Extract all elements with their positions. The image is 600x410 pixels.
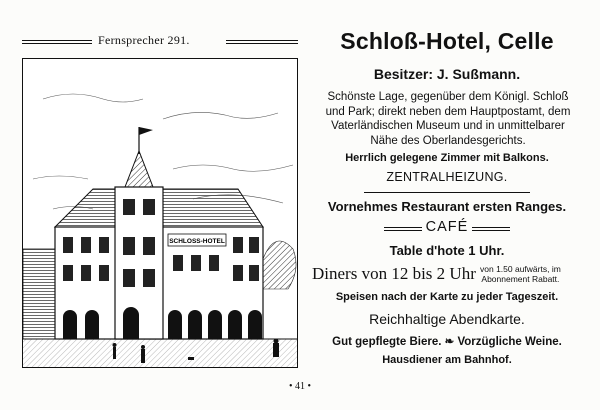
a-la-carte-line: Speisen nach der Karte zu jeder Tageszeit. [335,291,559,303]
restaurant-line: Vornehmes Restaurant ersten Ranges. [327,199,567,214]
porter-line: Hausdiener am Bahnhof. [382,354,512,366]
heating-line: ZENTRALHEIZUNG. [386,170,508,184]
page-number: • 41 • [288,381,311,392]
divider [364,192,530,193]
description-line: Schönste Lage, gegenüber dem Königl. Schloß [327,91,569,103]
header-rule-left [22,40,92,44]
description-line: und Park; direkt neben dem Hauptpostamt, dem [325,105,571,118]
hotel-illustration [22,58,298,368]
street [23,339,298,368]
drinks-line: Gut gepflegte Biere. ❧ Vorzügliche Weine. [332,336,562,348]
description-line: Nähe des Oberlandesgerichts. [370,134,526,147]
dinner-line: Reichhaltige Abendkarte. [369,311,525,327]
hotel-sign-text: SCHLOSS-HOTEL [169,238,225,245]
tower-roof [125,151,153,187]
hotel-engraving [23,59,298,368]
hotel-title: Schloß-Hotel, Celle [340,28,554,54]
table-dhote-line: Table d'hote 1 Uhr. [389,243,505,258]
description-line: Vaterländischen Museum und in unmittelbarer [331,120,565,132]
header-rule-right [226,40,298,44]
diners-note-line: von 1.50 aufwärts, im [480,264,561,274]
cafe-rule-right [472,227,510,231]
neighbour-building [23,249,55,339]
location-description [310,90,586,148]
phone-number: Fernsprecher 291. [98,33,190,47]
cafe-heading: CAFÉ [425,219,469,235]
owner-line: Besitzer: J. Sußmann. [373,66,521,82]
flag [139,127,153,135]
diners-note [480,264,561,284]
diners-note-line: Abonnement Rabatt. [481,274,560,284]
diners-line: Diners von 12 bis 2 Uhr [312,264,476,283]
rooms-line: Herrlich gelegene Zimmer mit Balkons. [345,152,549,164]
trees [263,241,296,289]
